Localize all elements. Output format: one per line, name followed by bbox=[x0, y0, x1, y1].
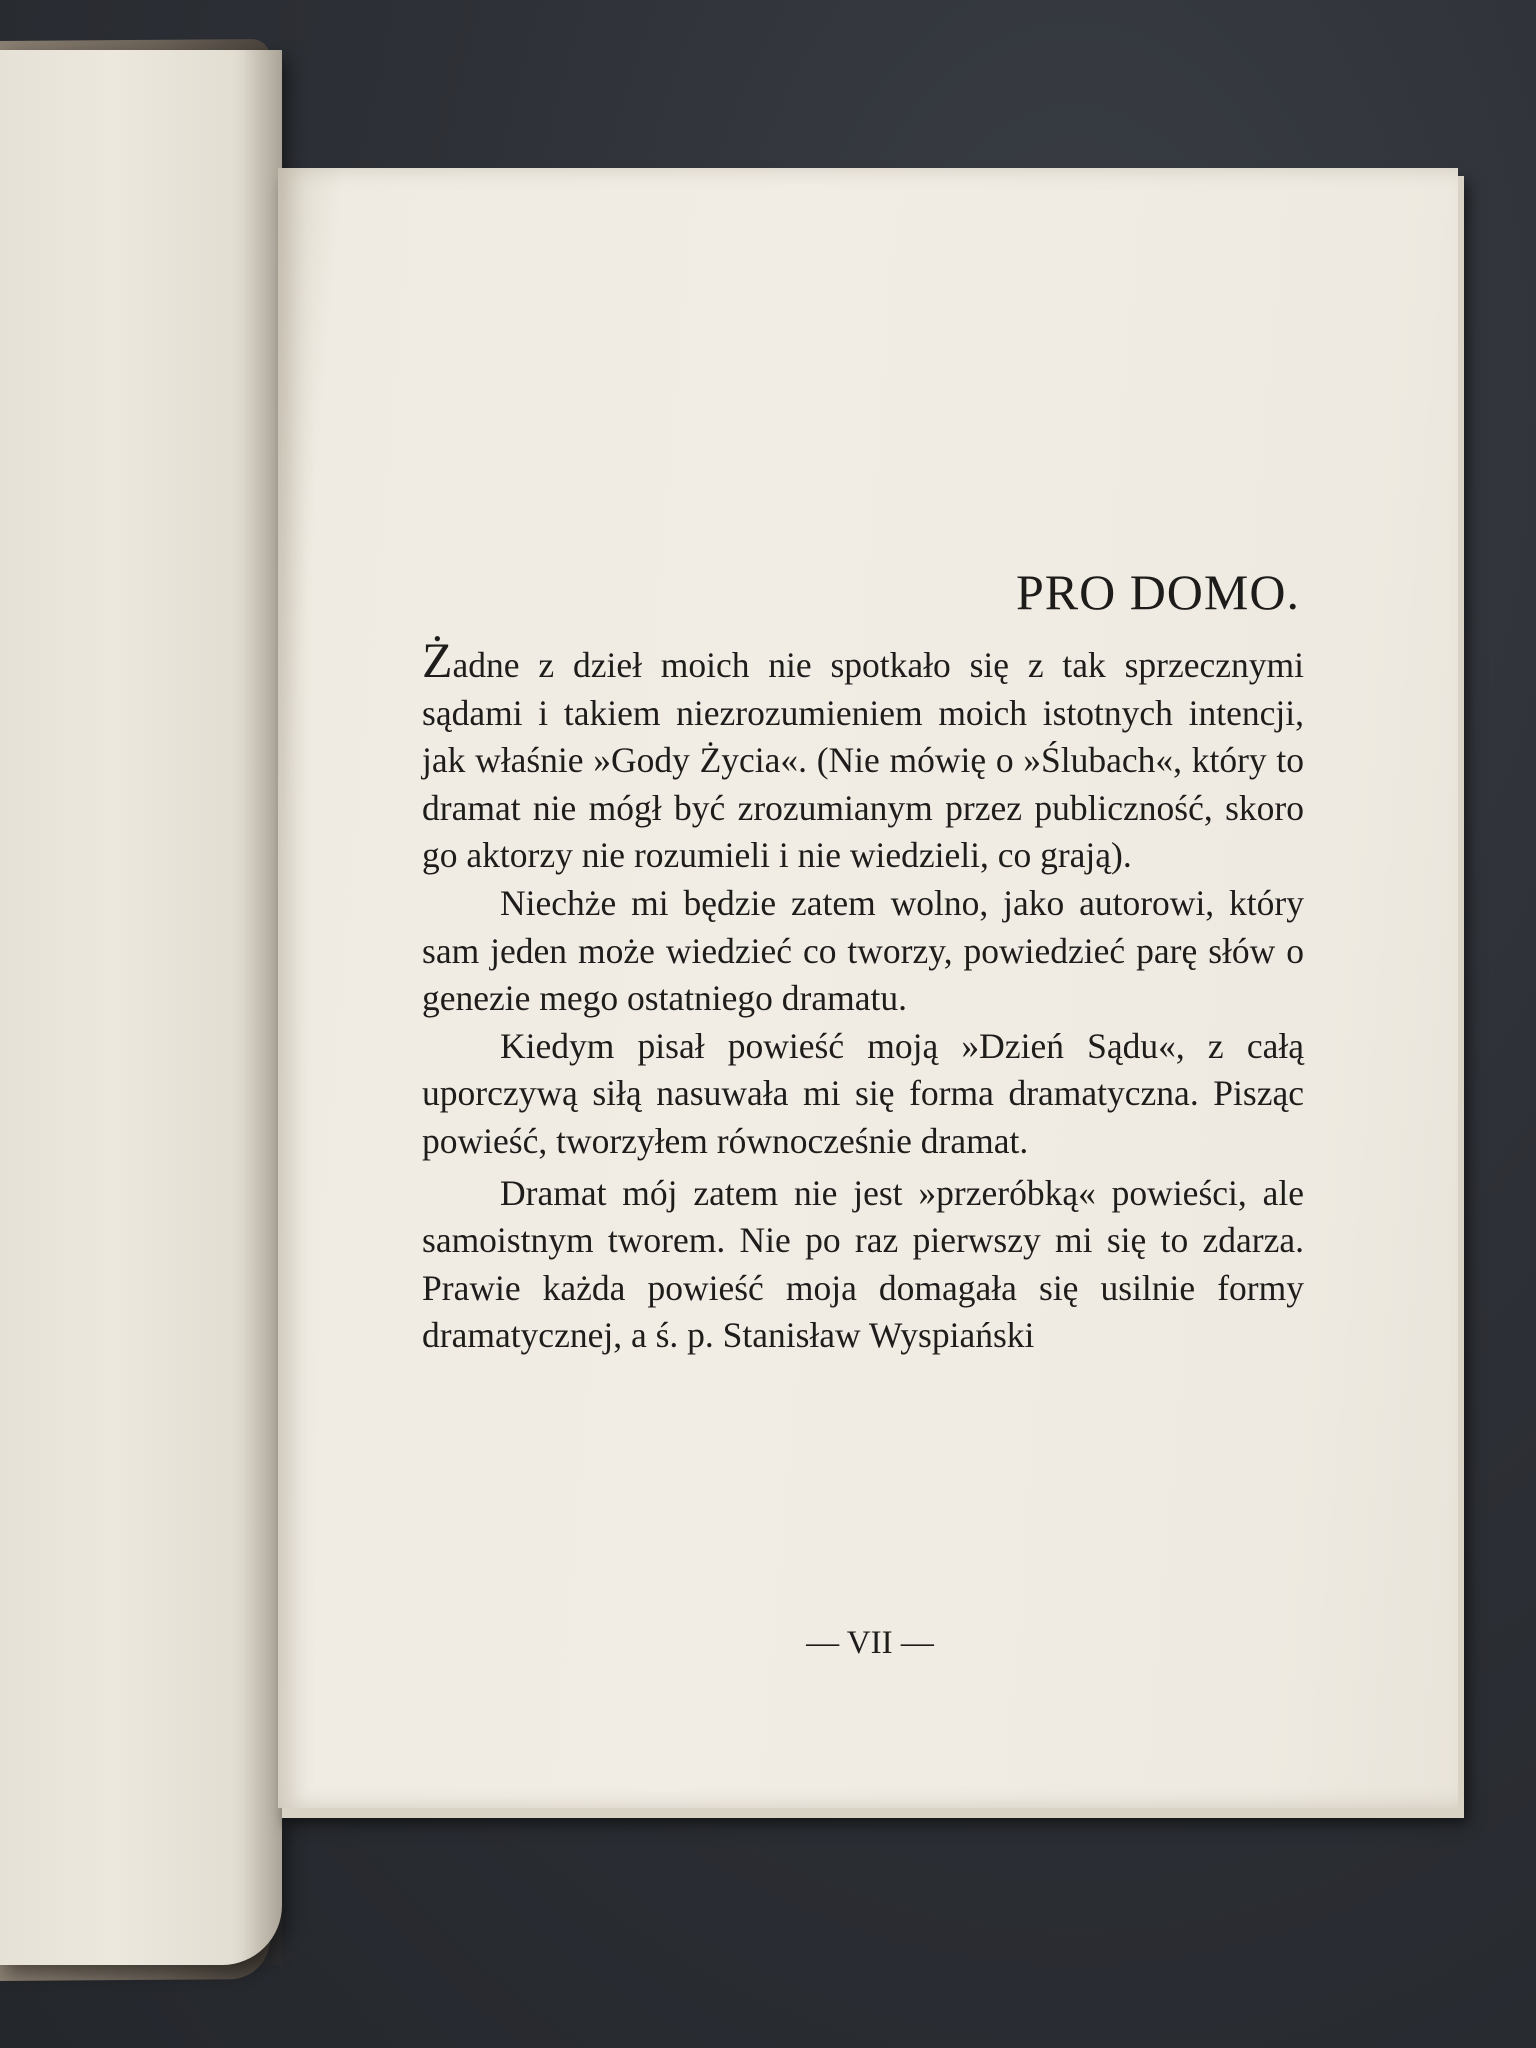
page-number: — VII — bbox=[806, 1625, 934, 1661]
page-heading: PRO DOMO. bbox=[1015, 564, 1300, 620]
body-text bbox=[422, 632, 1304, 1360]
paragraph-2: Niechże mi będzie zatem wolno, jako autorowi, który sam jeden może wiedzieć co tworzy, powiedzieć parę słów o genezie mego ostatniego dramatu. bbox=[422, 882, 1304, 1019]
left-blank-page bbox=[0, 50, 282, 1965]
paragraph-1-text: adne z dzieł moich nie spotkało się z tak sprzecznymi sądami i takiem niezrozumieniem moich istotnych intencji, jak właśnie »Gody Życia«. (Nie mówię o »Ślubach«, który to dramat nie mógł być zrozumianym przez publiczność, skoro go aktorzy nie rozumieli i nie wiedzieli, co grają). bbox=[422, 645, 1304, 876]
paragraph-1 bbox=[422, 632, 1304, 880]
paragraph-3: Kiedym pisał powieść moją »Dzień Sądu«, z całą uporczywą siłą nasuwała mi się forma dramatyczna. Pisząc powieść, tworzyłem równocześnie dramat. bbox=[422, 1025, 1304, 1161]
paragraph-4: Dramat mój zatem nie jest »przeróbką« powieści, ale samoistnym tworem. Nie po raz pierwszy mi się to zdarza. Prawie każda powieść moja domagała się usilnie formy dramatycznej, a ś. p. Stanisław Wyspiański bbox=[422, 1172, 1304, 1356]
drop-cap: Ż bbox=[422, 632, 453, 688]
